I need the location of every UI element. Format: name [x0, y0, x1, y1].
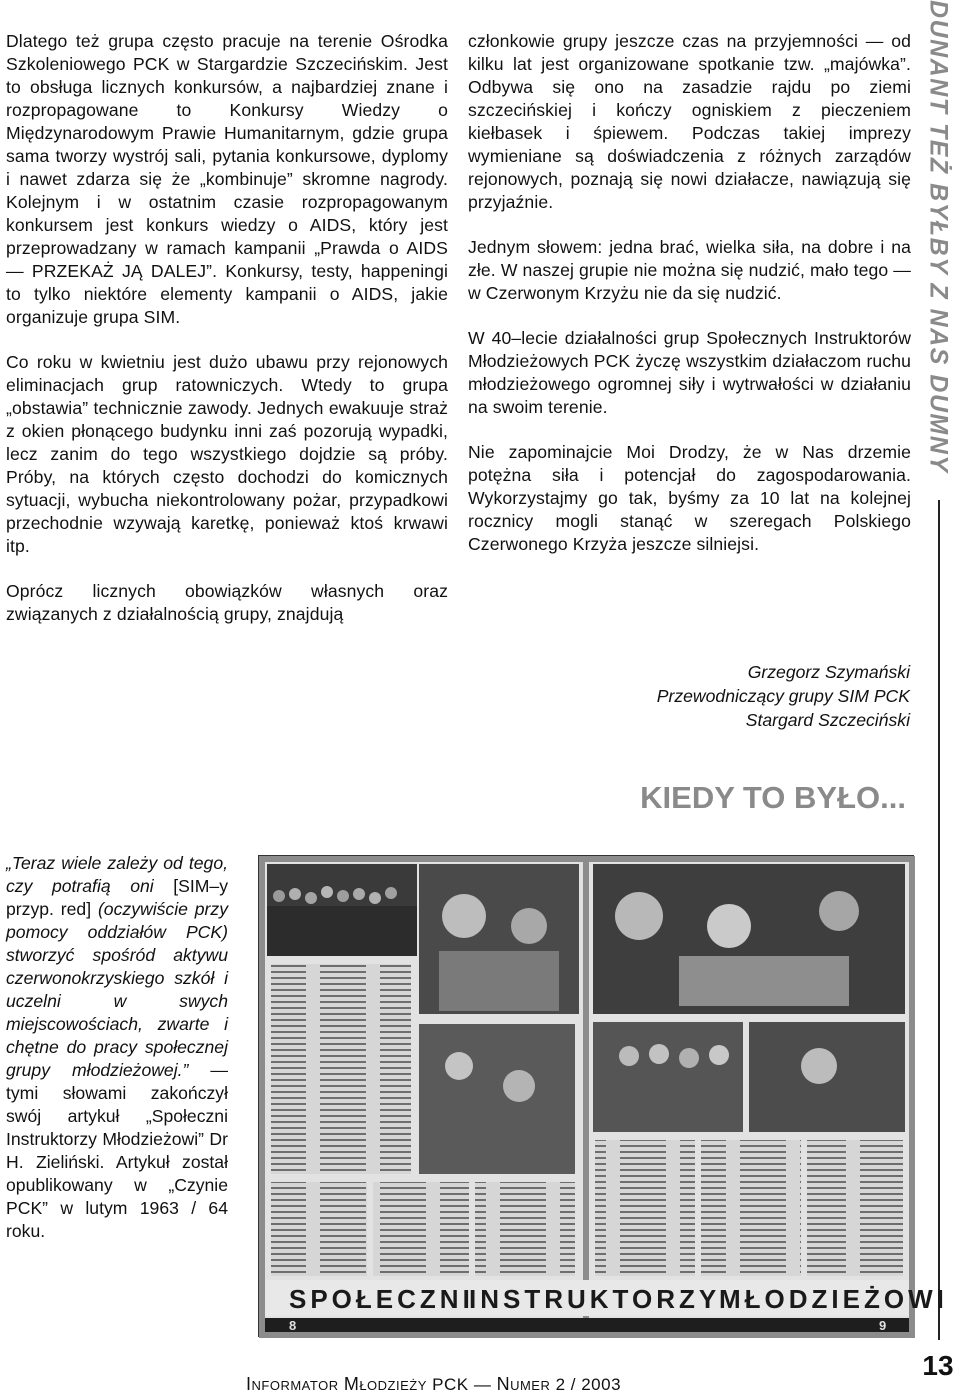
- footer-issue: 2 / 2003: [555, 1375, 622, 1394]
- page-number: 13: [922, 1350, 954, 1381]
- magazine-spread-photo: [258, 855, 948, 1337]
- photo-page-right: 9: [879, 1318, 887, 1333]
- magazine-spread-image: [259, 856, 948, 1338]
- photo-page-left: 8: [289, 1318, 297, 1333]
- side-title: [918, 0, 958, 490]
- footer-word-3: UMER: [510, 1378, 551, 1393]
- signature-role: Przewodniczący grupy SIM PCK: [656, 686, 910, 706]
- right-column: [468, 30, 911, 578]
- signature-place: Stargard Szczeciński: [745, 710, 910, 730]
- signature-block: [560, 660, 910, 732]
- footer-cap-3: N: [496, 1374, 511, 1394]
- side-divider: [938, 500, 940, 1340]
- side-title-text: DUNANT TEŻ BYŁBY Z NAS DUMNY: [924, 0, 953, 474]
- photo-banner-mid: INSTRUKTORZY: [469, 1284, 721, 1314]
- left-paragraph-3: Oprócz licznych obowiązków własnych oraz związanych z działalnością grupy, znajdują: [6, 581, 448, 624]
- left-paragraph-1: Dlatego też grupa często pracuje na terenie Ośrodka Szkoleniowego PCK w Stargardzie Szczecińskim. Jest to obsługa licznych konkursów, a najbardziej znane i rozpropagowane to Konkursy Wiedzy o Międzynarodowym Prawie Humanitarnym, gdzie grupa sama tworzy wystrój sali, pytania konkursowe, dyplomy i nawet zdarza się że „kombinuje” skromne nagrody. Kolejnym i w ostatnim czasie rozpropagowanym konkursem jest konkurs wiedzy o AIDS, który jest przeprowadzany w ramach kampanii „Prawda o AIDS — PRZEKAŻ JĄ DALEJ”. Konkursy, testy, happeningi to tylko niektóre elementy kampanii o AIDS, jakie organizuje grupa SIM.: [6, 31, 448, 327]
- signature-name: Grzegorz Szymański: [747, 662, 910, 682]
- footer-brand: PCK: [432, 1375, 469, 1394]
- footer-dash: —: [473, 1375, 492, 1394]
- right-paragraph-2: Jednym słowem: jedna brać, wielka siła, na dobre i na złe. W naszej grupie nie można się nudzić, mało tego — w Czerwonym Krzyżu nie da się nudzić.: [468, 237, 911, 303]
- footer-word-2: ŁODZIEŻY: [359, 1378, 427, 1393]
- quote-attribution: — tymi słowami zakończył swój artykuł „Społeczni Instruktorzy Młodzieżowi” Dr H. Zieliński. Artykuł został opublikowany w „Czynie PCK” w lutym 1963 / 64 roku.: [6, 1060, 228, 1241]
- right-paragraph-4: Nie zapominajcie Moi Drodzy, że w Nas drzemie potężna siła i potencjał do zagospodarowania. Wykorzystajmy go tak, byśmy za 10 lat na kolejnej rocznicy mogli stanąć w szeregach Polskiego Czerwonego Krzyża jeszcze silniejsi.: [468, 442, 911, 554]
- photo-banner-left: SPOŁECZNI: [289, 1284, 474, 1314]
- footer-cap-2: M: [343, 1374, 360, 1394]
- footer-cap-1: I: [246, 1374, 252, 1394]
- right-paragraph-3: W 40–lecie działalności grup Społecznych Instruktorów Młodzieżowych PCK życzę wszystkim działaczom ruchu młodzieżowego ogromnej siły i wytrwałości w działaniu na swoim terenie.: [468, 328, 911, 417]
- quote-text: „Teraz wiele zależy od tego, czy potrafią oni: [6, 853, 228, 896]
- left-paragraph-2: Co roku w kwietniu jest dużo ubawu przy rejonowych eliminacjach grup ratowniczych. Wtedy to grupa „obstawia” technicznie zawody. Jednych ewakuuje straż z okien płonącego budynku inni zaś pozorują wypadki, lecz zanim do tego wszystkiego dojdzie są próby. Próby, na których często dochodzi do komicznych sytuacji, wybucha niekontrolowany pożar, przypadkowi przechodnie wzywają karetkę, ponieważ ktoś krwawi itp.: [6, 352, 448, 556]
- section-heading: KIEDY TO BYŁO...: [640, 780, 906, 815]
- quote-block: [6, 852, 228, 1243]
- photo-banner-right: MŁODZIEŻOWI: [719, 1284, 948, 1314]
- quote-bracket-note: [SIM–y przyp. red]: [6, 876, 228, 919]
- footer: [246, 1374, 666, 1395]
- right-paragraph-1: członkowie grupy jeszcze czas na przyjemności — od kilku lat jest organizowane spotkanie tzw. „majówka”. Odbywa się ono na zasadzie rajdu po ziemi szczecińskiej i kończy ogniskiem z pieczeniem kiełbasek i śpiewem. Podczas takiej imprezy wymieniane są doświadczenia z różnych zarządów rejonowych, poznają się nowi działacze, nawiązują się przyjaźnie.: [468, 31, 911, 212]
- footer-word-1: NFORMATOR: [251, 1378, 339, 1393]
- left-column: [6, 30, 448, 648]
- quote-text-continued: (oczywiście przy pomocy oddziałów PCK) stworzyć spośród aktywu czerwonokrzyskiego szkół i uczelni w swych miejscowościach, zwarte i chętne do pracy społecznej grupy młodzieżowej.”: [6, 899, 228, 1080]
